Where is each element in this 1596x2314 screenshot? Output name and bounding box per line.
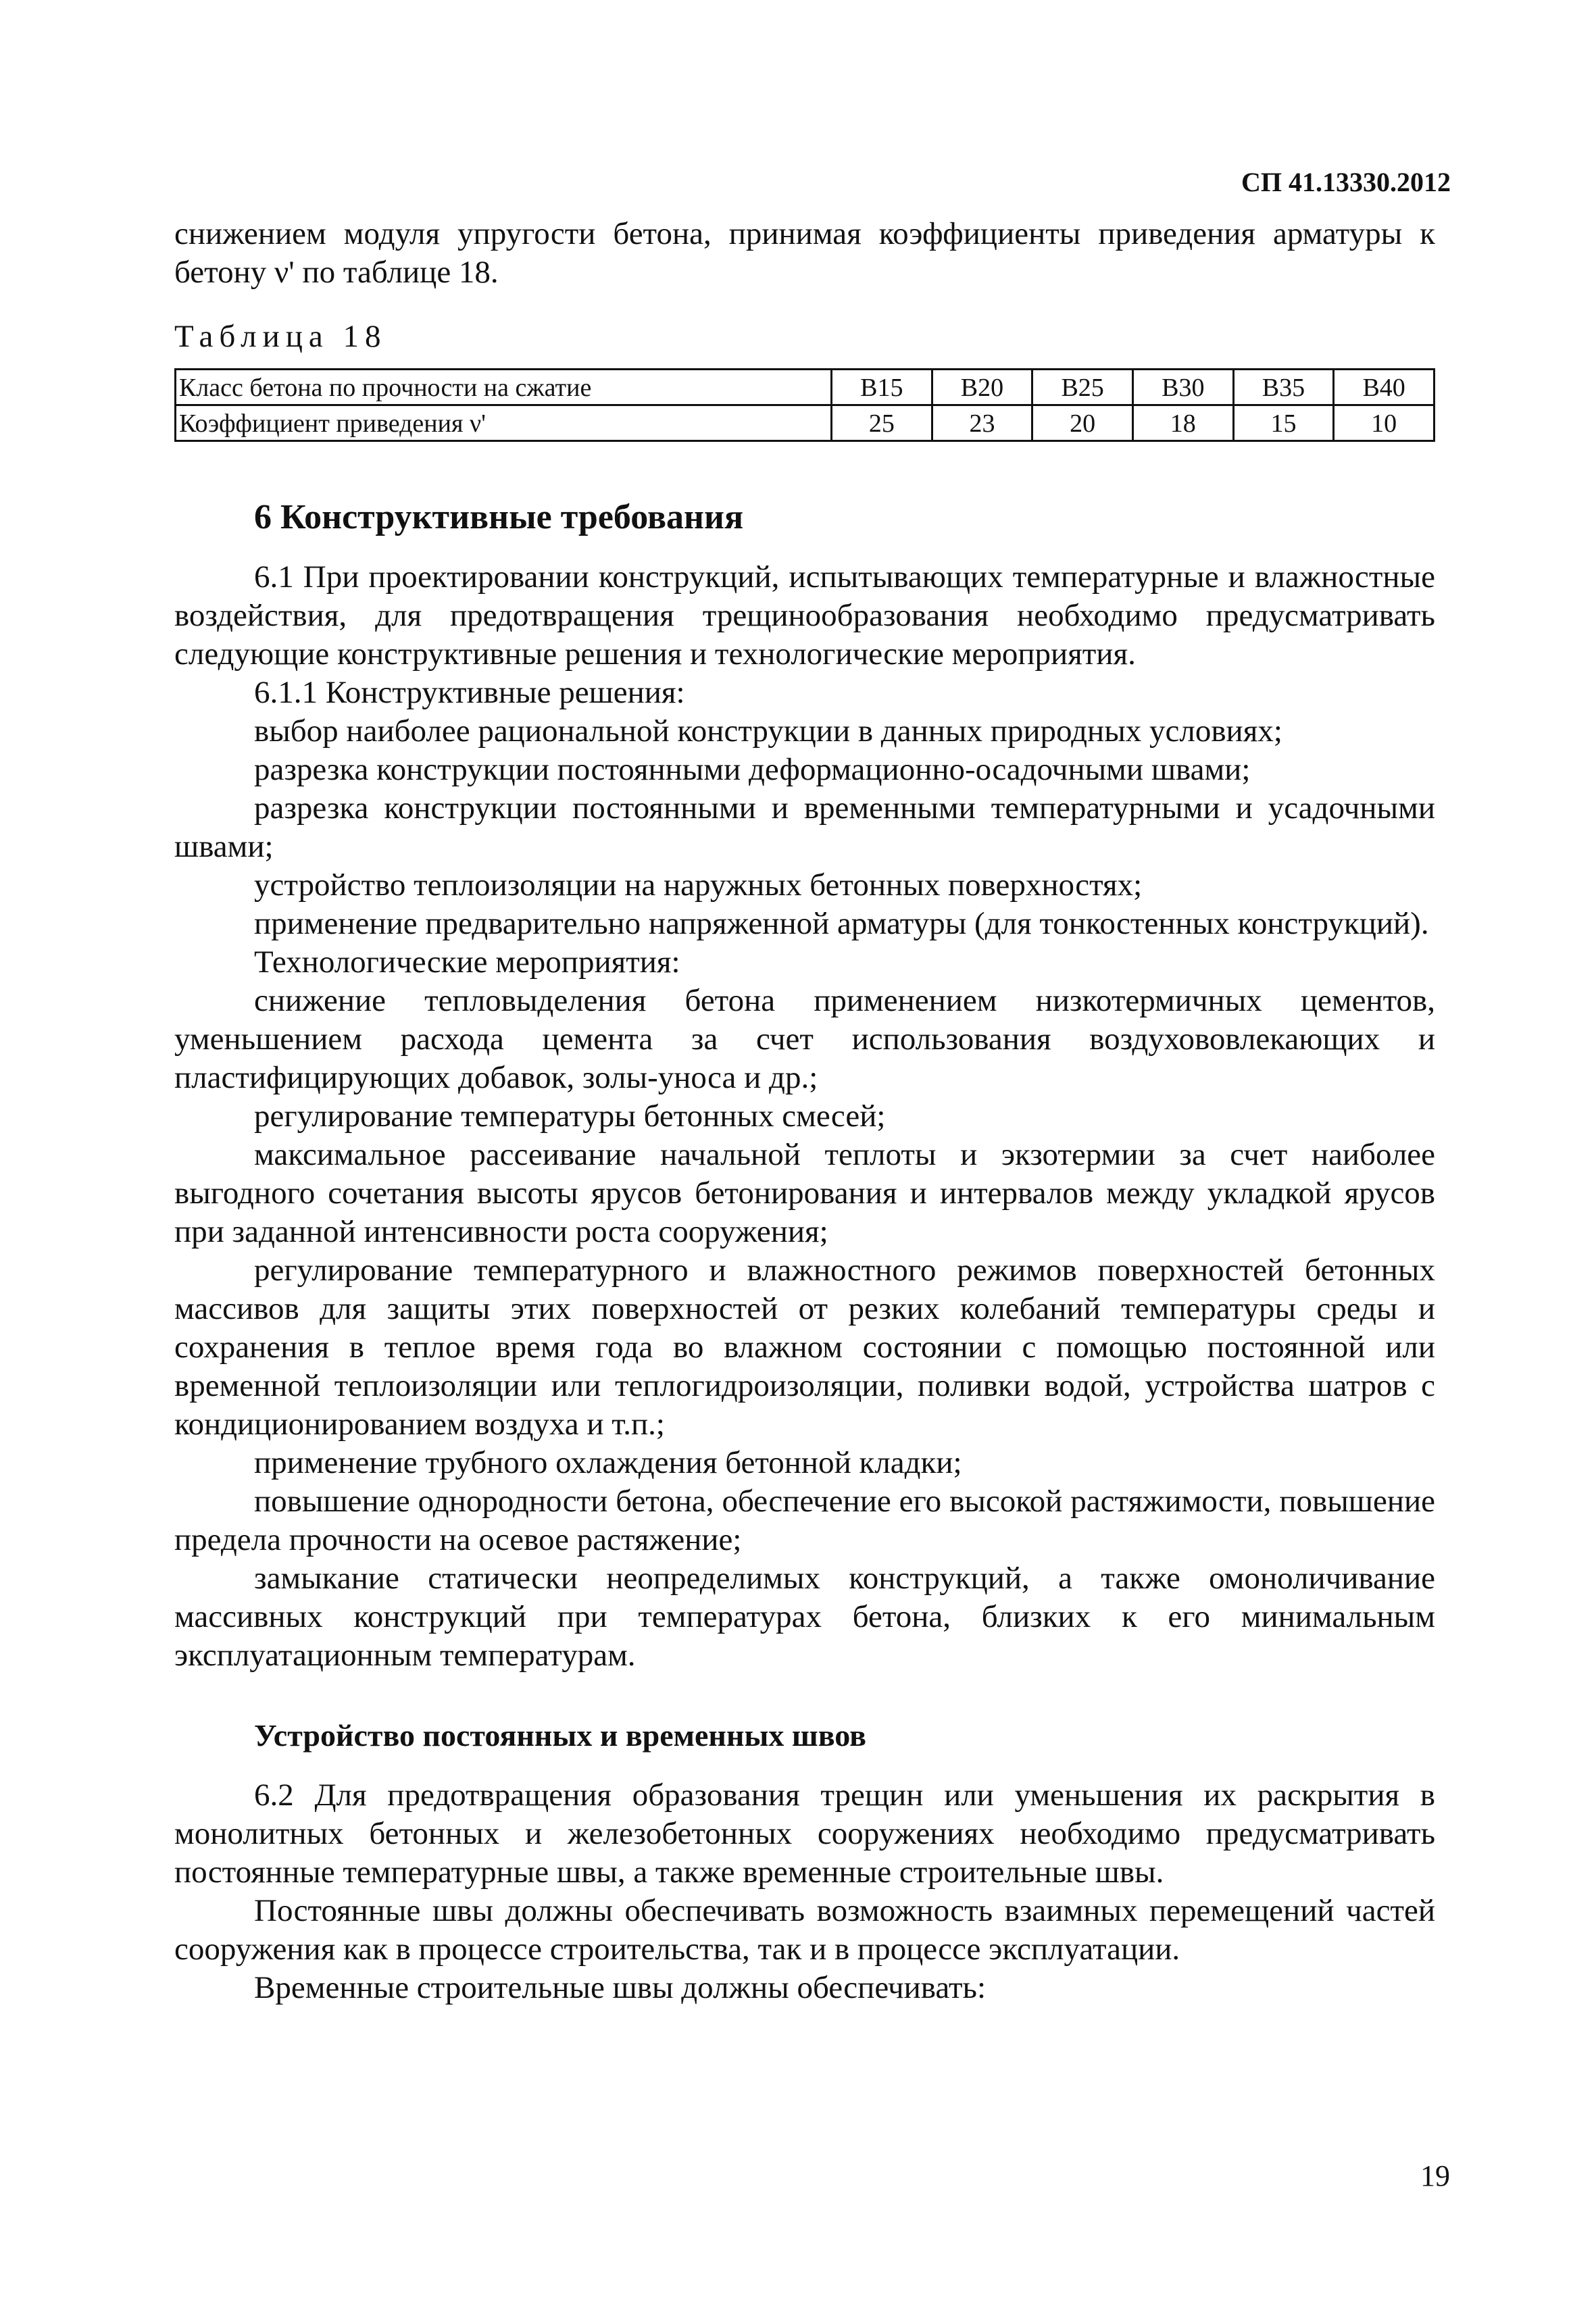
- section-6-heading: 6 Конструктивные требования: [254, 498, 744, 536]
- table-row-coefficient: [176, 405, 1435, 441]
- table-cell: В25: [1032, 370, 1133, 405]
- table-cell: 23: [932, 405, 1032, 441]
- paragraph-6-1-1: 6.1.1 Конструктивные решения:: [254, 675, 685, 710]
- table-row-label: Класс бетона по прочности на сжатие: [176, 370, 832, 405]
- constructive-item: применение предварительно напряженной арматуры (для тонкостенных конструкций).: [254, 906, 1429, 941]
- table-cell: В35: [1233, 370, 1334, 405]
- constructive-item: выбор наиболее рациональной конструкции в данных природных условиях;: [254, 713, 1282, 749]
- paragraph-6-2: 6.2 Для предотвращения образования трещин или уменьшения их раскрытия в монолитных бетонных и железобетонных сооружениях необходимо предусматривать постоянные температурные швы, а также временные строительные швы.: [174, 1778, 1435, 1890]
- tech-item: снижение тепловыделения бетона применением низкотермичных цементов, уменьшением расхода цемента за счет использования воздухововлекающих и пластифицирующих добавок, золы-уноса и др.;: [174, 983, 1435, 1095]
- table-caption: Таблица 18: [174, 319, 387, 354]
- constructive-item: разрезка конструкции постоянными деформационно-осадочными швами;: [254, 752, 1251, 787]
- intro-paragraph: снижением модуля упругости бетона, принимая коэффициенты приведения арматуры к бетону ν' по таблице 18.: [174, 216, 1435, 290]
- table-cell: 25: [832, 405, 932, 441]
- tech-item: максимальное рассеивание начальной теплоты и экзотермии за счет наиболее выгодного сочетания высоты ярусов бетонирования и интервалов между укладкой ярусов при заданной интенсивности роста сооружения;: [174, 1137, 1435, 1249]
- page-content: [174, 215, 1435, 2007]
- tech-item: регулирование температуры бетонных смесей;: [254, 1099, 886, 1134]
- page-number: 19: [1420, 2159, 1450, 2192]
- table-row-concrete-class: [176, 370, 1435, 405]
- paragraph-6-1: 6.1 При проектировании конструкций, испытывающих температурные и влажностные воздействия, для предотвращения трещинообразования необходимо предусматривать следующие конструктивные решения и технологические мероприятия.: [174, 559, 1435, 672]
- paragraph-temporary-joints: Временные строительные швы должны обеспечивать:: [254, 1970, 987, 2005]
- table-cell: В40: [1334, 370, 1435, 405]
- constructive-item: разрезка конструкции постоянными и временными температурными и усадочными швами;: [174, 790, 1435, 864]
- table-cell: 18: [1132, 405, 1233, 441]
- table-cell: В20: [932, 370, 1032, 405]
- table-cell: 10: [1334, 405, 1435, 441]
- table-cell: 20: [1032, 405, 1133, 441]
- joints-heading: Устройство постоянных и временных швов: [254, 1718, 866, 1753]
- constructive-item: устройство теплоизоляции на наружных бетонных поверхностях;: [254, 867, 1143, 903]
- table-row-label: Коэффициент приведения ν': [176, 405, 832, 441]
- document-code: СП 41.13330.2012: [1241, 167, 1451, 197]
- table-18: [174, 368, 1435, 442]
- tech-item: замыкание статически неопределимых конструкций, а также омоноличивание массивных конструкций при температурах бетона, близких к его минимальным эксплуатационным температурам.: [174, 1561, 1435, 1673]
- tech-item: применение трубного охлаждения бетонной кладки;: [254, 1445, 962, 1480]
- table-cell: В30: [1132, 370, 1233, 405]
- table-cell: 15: [1233, 405, 1334, 441]
- tech-measures-heading: Технологические мероприятия:: [254, 945, 680, 980]
- table-cell: В15: [832, 370, 932, 405]
- tech-item: повышение однородности бетона, обеспечение его высокой растяжимости, повышение предела прочности на осевое растяжение;: [174, 1484, 1435, 1557]
- tech-item: регулирование температурного и влажностного режимов поверхностей бетонных массивов для защиты этих поверхностей от резких колебаний температуры среды и сохранения в теплое время года во влажном состоянии с помощью постоянной или временной теплоизоляции или теплогидроизоляции, поливки водой, устройства шатров с кондиционированием воздуха и т.п.;: [174, 1253, 1435, 1442]
- paragraph-permanent-joints: Постоянные швы должны обеспечивать возможность взаимных перемещений частей сооружения как в процессе строительства, так и в процессе эксплуатации.: [174, 1893, 1435, 1967]
